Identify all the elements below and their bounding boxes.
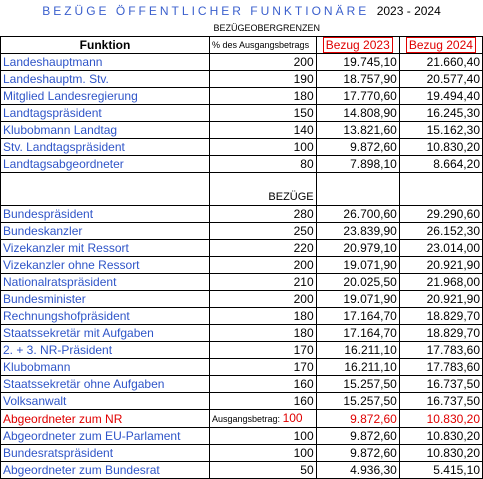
page-title	[0, 0, 483, 22]
percent-value: 170	[210, 342, 317, 359]
table-row	[1, 54, 483, 71]
bezug-2023-value: 9.872,60	[316, 139, 399, 156]
function-name: Mitglied Landesregierung	[1, 88, 210, 105]
bezug-2023-value: 15.257,50	[316, 393, 399, 410]
table-row	[1, 122, 483, 139]
function-name: Bundesratspräsident	[1, 445, 210, 462]
title-years: 2023 - 2024	[376, 4, 441, 18]
blank-cell	[1, 173, 210, 190]
table-row	[1, 462, 483, 479]
function-name: Bundeskanzler	[1, 223, 210, 240]
bezug-2024-value: 17.783,60	[399, 342, 482, 359]
percent-value: 280	[210, 206, 317, 223]
spreadsheet	[0, 20, 483, 479]
header-funktion: Funktion	[1, 37, 210, 54]
table-row-abgeordneter-nr	[1, 410, 483, 428]
percent-value: 210	[210, 274, 317, 291]
function-name: 2. + 3. NR-Präsident	[1, 342, 210, 359]
table-row	[1, 71, 483, 88]
function-name: Abgeordneter zum EU-Parlament	[1, 428, 210, 445]
percent-value: 180	[210, 308, 317, 325]
function-name: Bundesminister	[1, 291, 210, 308]
percent-value: 100	[210, 445, 317, 462]
bezug-2023-value: 16.211,10	[316, 342, 399, 359]
bezug-2024-value: 23.014,00	[399, 240, 482, 257]
blank-cell	[399, 173, 482, 190]
bezug-2023-value: 17.164,70	[316, 308, 399, 325]
table-row	[1, 240, 483, 257]
ausgangsbetrag-label: Ausgangsbetrag:	[212, 414, 281, 424]
bezug-2024-value: 10.830,20	[399, 410, 482, 428]
bezug-2024-value: 20.921,90	[399, 257, 482, 274]
table-row	[1, 308, 483, 325]
function-name: Rechnungshofpräsident	[1, 308, 210, 325]
bezug-2023-value: 9.872,60	[316, 445, 399, 462]
function-name: Vizekanzler ohne Ressort	[1, 257, 210, 274]
bezug-2023-value: 16.211,10	[316, 359, 399, 376]
function-name: Landtagspräsident	[1, 105, 210, 122]
table-row	[1, 139, 483, 156]
percent-value: 100	[282, 411, 303, 425]
bezug-2023-value: 17.164,70	[316, 325, 399, 342]
salary-table	[0, 20, 483, 479]
header-bezug-2024: Bezug 2024	[399, 37, 482, 54]
bezug-2023-value: 19.071,90	[316, 257, 399, 274]
percent-value: 250	[210, 223, 317, 240]
percent-value: 160	[210, 393, 317, 410]
table-row	[1, 325, 483, 342]
percent-value: 160	[210, 376, 317, 393]
percent-value: 150	[210, 105, 317, 122]
function-name: Nationalratspräsident	[1, 274, 210, 291]
bezug-2024-value: 10.830,20	[399, 428, 482, 445]
bezug-2023-value: 17.770,60	[316, 88, 399, 105]
bezug-2024-value: 21.968,00	[399, 274, 482, 291]
bezug-2024-value: 16.245,30	[399, 105, 482, 122]
bezug-2023-value: 9.872,60	[316, 428, 399, 445]
blank-cell	[316, 173, 399, 190]
header-row	[1, 37, 483, 54]
percent-value: 100	[210, 139, 317, 156]
section2-label: BEZÜGE	[210, 189, 317, 206]
bezug-2024-value: 16.737,50	[399, 393, 482, 410]
function-name: Klubobmann Landtag	[1, 122, 210, 139]
bezug-2023-value: 20.979,10	[316, 240, 399, 257]
percent-value: 200	[210, 291, 317, 308]
bezug-2023-value: 19.071,90	[316, 291, 399, 308]
bezug-2023-value: 18.757,90	[316, 71, 399, 88]
blank-cell	[399, 189, 482, 206]
bezug-2024-value: 19.494,40	[399, 88, 482, 105]
bezug-2024-value: 26.152,30	[399, 223, 482, 240]
header-bezug-2023: Bezug 2023	[316, 37, 399, 54]
table-row	[1, 342, 483, 359]
title-main: BEZÜGE ÖFFENTLICHER FUNKTIONÄRE	[42, 4, 370, 18]
blank-cell	[210, 173, 317, 190]
function-name: Klubobmann	[1, 359, 210, 376]
section2-row	[1, 189, 483, 206]
table-row	[1, 445, 483, 462]
function-name: Staatssekretär mit Aufgaben	[1, 325, 210, 342]
percent-value: 180	[210, 325, 317, 342]
percent-value: 170	[210, 359, 317, 376]
bezug-2023-value: 13.821,60	[316, 122, 399, 139]
bezug-2023-value: 26.700,60	[316, 206, 399, 223]
table-row	[1, 359, 483, 376]
percent-value: 190	[210, 71, 317, 88]
table-row	[1, 223, 483, 240]
function-name: Vizekanzler mit Ressort	[1, 240, 210, 257]
table-row	[1, 88, 483, 105]
bezug-2024-value: 17.783,60	[399, 359, 482, 376]
bezug-2024-value: 18.829,70	[399, 308, 482, 325]
table-row	[1, 274, 483, 291]
function-name: Staatssekretär ohne Aufgaben	[1, 376, 210, 393]
percent-value: 200	[210, 54, 317, 71]
table-row	[1, 393, 483, 410]
bezug-2023-value: 4.936,30	[316, 462, 399, 479]
bezug-2024-value: 8.664,20	[399, 156, 482, 173]
table-row	[1, 291, 483, 308]
bezug-2023-value: 20.025,50	[316, 274, 399, 291]
bezug-2024-value: 29.290,60	[399, 206, 482, 223]
header-pct: % des Ausgangsbetrags	[210, 37, 317, 54]
table-row	[1, 376, 483, 393]
bezug-2024-value: 18.829,70	[399, 325, 482, 342]
bezug-2024-value: 5.415,10	[399, 462, 482, 479]
bezug-2024-value: 10.830,20	[399, 139, 482, 156]
bezug-2024-value: 10.830,20	[399, 445, 482, 462]
bezug-2024-value: 15.162,30	[399, 122, 482, 139]
section1-label: BEZÜGEOBERGRENZEN	[213, 23, 321, 33]
bezug-2023-value: 14.808,90	[316, 105, 399, 122]
percent-value: 180	[210, 88, 317, 105]
bezug-2023-value: 15.257,50	[316, 376, 399, 393]
function-name: Landtagsabgeordneter	[1, 156, 210, 173]
table-row	[1, 156, 483, 173]
percent-value: 200	[210, 257, 317, 274]
ausgangsbetrag-cell	[210, 410, 317, 428]
bezug-2023-value: 23.839,90	[316, 223, 399, 240]
function-name: Abgeordneter zum NR	[1, 410, 210, 428]
bezug-2024-value: 20.921,90	[399, 291, 482, 308]
percent-value: 100	[210, 428, 317, 445]
section1-row	[1, 20, 483, 37]
function-name: Landeshauptmann	[1, 54, 210, 71]
blank-cell	[1, 189, 210, 206]
bezug-2023-value: 9.872,60	[316, 410, 399, 428]
table-row	[1, 206, 483, 223]
table-row	[1, 428, 483, 445]
function-name: Abgeordneter zum Bundesrat	[1, 462, 210, 479]
function-name: Bundespräsident	[1, 206, 210, 223]
bezug-2024-value: 20.577,40	[399, 71, 482, 88]
function-name: Stv. Landtagspräsident	[1, 139, 210, 156]
function-name: Volksanwalt	[1, 393, 210, 410]
percent-value: 50	[210, 462, 317, 479]
bezug-2023-value: 19.745,10	[316, 54, 399, 71]
percent-value: 80	[210, 156, 317, 173]
bezug-2024-value: 16.737,50	[399, 376, 482, 393]
percent-value: 140	[210, 122, 317, 139]
blank-row	[1, 173, 483, 190]
percent-value: 220	[210, 240, 317, 257]
blank-cell	[316, 189, 399, 206]
bezug-2024-value: 21.660,40	[399, 54, 482, 71]
table-row	[1, 105, 483, 122]
bezug-2023-value: 7.898,10	[316, 156, 399, 173]
function-name: Landeshauptm. Stv.	[1, 71, 210, 88]
table-row	[1, 257, 483, 274]
